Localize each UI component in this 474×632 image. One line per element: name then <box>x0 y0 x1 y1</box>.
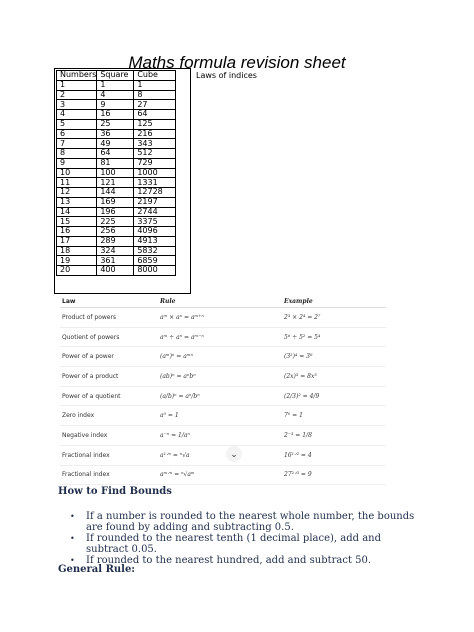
table-cell: 11 <box>57 178 97 188</box>
table-row <box>57 197 176 207</box>
table-cell: 12728 <box>134 188 176 198</box>
law-example: 5⁶ ÷ 5² = 5⁴ <box>284 333 321 341</box>
table-cell: 256 <box>97 227 134 237</box>
table-cell: 15 <box>57 217 97 227</box>
table-cell: 3375 <box>134 217 176 227</box>
law-example: 16¹ᐟ² = 4 <box>284 451 312 459</box>
laws-table <box>60 295 386 485</box>
table-row <box>57 188 176 198</box>
law-name: Fractional index <box>62 471 110 479</box>
laws-table-body <box>60 308 386 485</box>
law-name: Power of a power <box>62 353 114 361</box>
table-row <box>57 129 176 139</box>
law-example: (2/3)² = 4/9 <box>284 392 320 400</box>
table-cell: 9 <box>97 100 134 110</box>
law-rule: a⁻ⁿ = 1/aⁿ <box>160 431 190 439</box>
table-row <box>57 227 176 237</box>
table-row <box>57 158 176 168</box>
table-row <box>57 80 176 90</box>
law-name: Power of a quotient <box>62 392 121 400</box>
law-row <box>60 466 386 486</box>
table-cell: 196 <box>97 207 134 217</box>
table-cell: 17 <box>57 236 97 246</box>
law-name: Negative index <box>62 431 108 439</box>
table-cell: 6 <box>57 129 97 139</box>
table-cell: 1 <box>57 80 97 90</box>
law-rule: a⁰ = 1 <box>160 412 179 420</box>
general-rule-heading: General Rule: <box>58 564 135 575</box>
table-row <box>57 110 176 120</box>
table-cell: 16 <box>57 227 97 237</box>
law-example: 2⁻³ = 1/8 <box>284 431 312 439</box>
law-row <box>60 367 386 387</box>
table-row <box>57 266 176 276</box>
law-rule: (a/b)ⁿ = aⁿ/bⁿ <box>160 392 200 400</box>
table-cell: 36 <box>97 129 134 139</box>
column-header: Example <box>284 297 313 305</box>
column-header: Numbers <box>57 71 97 81</box>
table-cell: 12 <box>57 188 97 198</box>
table-row <box>57 246 176 256</box>
law-row <box>60 406 386 426</box>
table-cell: 19 <box>57 256 97 266</box>
table-cell: 20 <box>57 266 97 276</box>
table-cell: 81 <box>97 158 134 168</box>
law-rule: aᵐ ÷ aⁿ = aᵐ⁻ⁿ <box>160 333 204 341</box>
table-cell: 144 <box>97 188 134 198</box>
law-name: Zero index <box>62 412 95 420</box>
table-cell: 216 <box>134 129 176 139</box>
table-cell: 5832 <box>134 246 176 256</box>
column-header: Cube <box>134 71 176 81</box>
table-cell: 2744 <box>134 207 176 217</box>
table-cell: 125 <box>134 119 176 129</box>
law-name: Quotient of powers <box>62 333 120 341</box>
law-example: (2x)³ = 8x³ <box>284 372 317 380</box>
table-cell: 1331 <box>134 178 176 188</box>
table-cell: 289 <box>97 236 134 246</box>
table-cell: 64 <box>134 110 176 120</box>
laws-header-row <box>60 295 386 308</box>
table-cell: 1 <box>134 80 176 90</box>
table-cell: 343 <box>134 139 176 149</box>
table-cell: 4 <box>97 90 134 100</box>
table-cell: 7 <box>57 139 97 149</box>
law-rule: a¹ᐟⁿ = ⁿ√a <box>160 451 190 459</box>
table-cell: 8 <box>134 90 176 100</box>
table-cell: 4 <box>57 110 97 120</box>
table-cell: 169 <box>97 197 134 207</box>
law-rule: aᵐᐟⁿ = ⁿ√aᵐ <box>160 471 195 479</box>
table-cell: 25 <box>97 119 134 129</box>
table-cell: 400 <box>97 266 134 276</box>
table-cell: 27 <box>134 100 176 110</box>
table-row <box>57 100 176 110</box>
page-title: Maths formula revision sheet <box>128 53 346 72</box>
bounds-list <box>70 511 420 566</box>
law-row <box>60 308 386 328</box>
law-example: (3²)⁴ = 3⁸ <box>284 353 313 361</box>
law-row <box>60 446 386 466</box>
table-row <box>57 178 176 188</box>
table-cell: 2197 <box>134 197 176 207</box>
table-row <box>57 256 176 266</box>
law-name: Product of powers <box>62 313 117 321</box>
table-cell: 16 <box>97 110 134 120</box>
table-cell: 4913 <box>134 236 176 246</box>
numbers-table <box>56 70 176 276</box>
table-cell: 9 <box>57 158 97 168</box>
table-cell: 18 <box>57 246 97 256</box>
column-header: Rule <box>160 297 176 305</box>
table-cell: 49 <box>97 139 134 149</box>
table-cell: 6859 <box>134 256 176 266</box>
law-row <box>60 347 386 367</box>
list-item: • If rounded to the nearest tenth (1 decimal place), add and subtract 0.05. <box>70 533 420 555</box>
table-cell: 4096 <box>134 227 176 237</box>
table-row <box>57 139 176 149</box>
table-row <box>57 217 176 227</box>
table-cell: 3 <box>57 100 97 110</box>
law-rule: (ab)ⁿ = aⁿbⁿ <box>160 372 196 380</box>
table-header-row <box>57 71 176 81</box>
column-header: Square <box>97 71 134 81</box>
table-row <box>57 119 176 129</box>
table-cell: 121 <box>97 178 134 188</box>
numbers-table-body <box>57 80 176 275</box>
table-row <box>57 168 176 178</box>
table-row <box>57 207 176 217</box>
law-name: Power of a product <box>62 372 119 380</box>
law-example: 27²ᐟ³ = 9 <box>284 471 312 479</box>
law-name: Fractional index <box>62 451 110 459</box>
table-cell: 8000 <box>134 266 176 276</box>
laws-of-indices-label: Laws of indices <box>196 71 257 80</box>
table-row <box>57 149 176 159</box>
table-cell: 1000 <box>134 168 176 178</box>
table-cell: 64 <box>97 149 134 159</box>
law-rule: (aᵐ)ⁿ = aᵐⁿ <box>160 353 193 361</box>
list-item: • If rounded to the nearest hundred, add and subtract 50. <box>70 555 420 566</box>
list-item: • If a number is rounded to the nearest whole number, the bounds are found by adding and subtracting 0.5. <box>70 511 420 533</box>
law-row <box>60 328 386 348</box>
law-example: 7⁰ = 1 <box>284 412 303 420</box>
table-cell: 10 <box>57 168 97 178</box>
table-cell: 100 <box>97 168 134 178</box>
table-cell: 5 <box>57 119 97 129</box>
chevron-down-icon[interactable]: ⌄ <box>226 446 242 462</box>
table-cell: 14 <box>57 207 97 217</box>
law-rule: aᵐ × aⁿ = aᵐ⁺ⁿ <box>160 313 204 321</box>
table-row <box>57 236 176 246</box>
table-cell: 729 <box>134 158 176 168</box>
law-row <box>60 426 386 446</box>
table-cell: 8 <box>57 149 97 159</box>
table-cell: 1 <box>97 80 134 90</box>
column-header: Law <box>62 297 76 305</box>
law-row <box>60 387 386 407</box>
table-cell: 324 <box>97 246 134 256</box>
table-cell: 2 <box>57 90 97 100</box>
table-row <box>57 90 176 100</box>
table-cell: 361 <box>97 256 134 266</box>
table-cell: 225 <box>97 217 134 227</box>
table-cell: 512 <box>134 149 176 159</box>
law-example: 2³ × 2⁴ = 2⁷ <box>284 313 321 321</box>
table-cell: 13 <box>57 197 97 207</box>
bounds-heading: How to Find Bounds <box>58 486 172 497</box>
